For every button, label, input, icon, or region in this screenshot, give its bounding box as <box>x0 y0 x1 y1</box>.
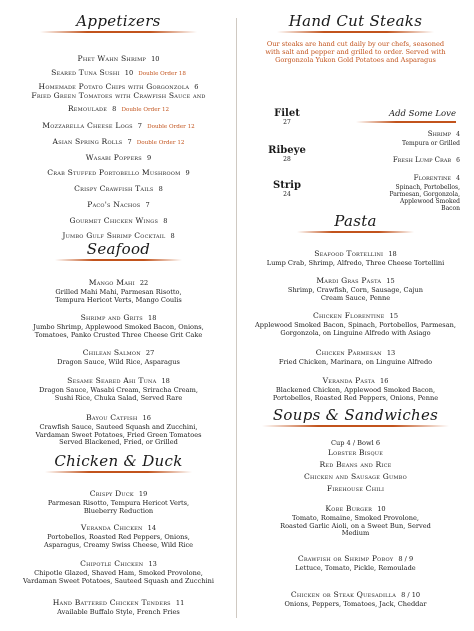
menu-item: Crawfish or Shrimp Poboy 8 / 9 Lettuce, Tomato, Pickle, Remoulade <box>295 554 416 572</box>
menu-item: Jumbo Gulf Shrimp Cocktail 8 <box>62 231 175 240</box>
menu-item: Veranda Chicken 14 Portobellos, Roasted Red Peppers, Onions, Asparagus, Creamy Swiss Cheese, Wild Rice <box>43 523 194 549</box>
menu-item: Chicken Parmesan 13 Fried Chicken, Marinara, on Linguine Alfredo <box>278 348 433 366</box>
heading-swash <box>45 471 192 473</box>
appetizers-heading: Appetizers <box>40 12 197 33</box>
menu-item: Wasabi Poppers 9 <box>85 153 152 162</box>
side-item: Fresh Lump Crab 6 <box>392 156 460 164</box>
menu-item: Crispy Duck 19 Parmesan Risotto, Tempura Hericot Verts, Blueberry Reduction <box>47 489 190 515</box>
menu-item: Fried Green Tomatoes with Crawfish Sauce and Remoulade 8 Double Order 12 <box>31 91 206 113</box>
menu-item: Chicken Florentine 15 Applewood Smoked Bacon, Spinach, Portobellos, Parmesan, Gorgonzola, on Linguine Alfredo with Asiago <box>255 311 456 337</box>
steaks-intro: Our steaks are hand cut daily by our chefs, seasoned with salt and pepper and grilled to order. Served with Gorgonzola Yukon Gold Potatoes and Asparagus <box>265 40 446 64</box>
menu-item: Mango Mahi 22 Grilled Mahi Mahi, Parmesan Risotto, Tempura Hericot Verts, Mango Coulis <box>55 278 182 304</box>
menu-item: Bayou Catfish 16 Crawfish Sauce, Sauteed Squash and Zucchini, Vardaman Sweet Potatoes, Fried Green Tomatoes Served Blackened, Fried, or Grilled <box>35 413 202 447</box>
menu-item: Seafood Tortellini 18 Lump Crab, Shrimp, Alfredo, Three Cheese Tortellini <box>266 249 445 267</box>
soups-sandwiches-heading: Soups & Sandwiches <box>262 406 449 427</box>
heading-swash <box>262 425 449 427</box>
seafood-heading: Seafood <box>55 240 182 261</box>
heading-swash <box>40 31 197 33</box>
menu-item: Chilean Salmon 27 Dragon Sauce, Wild Rice, Asparagus <box>57 348 180 366</box>
chicken-duck-heading: Chicken & Duck <box>45 452 192 473</box>
heading-swash <box>55 259 182 261</box>
menu-item: Paco's Nachos 7 <box>87 200 150 209</box>
menu-item: Shrimp and Grits 18 Jumbo Shrimp, Applewood Smoked Bacon, Onions, Tomatoes, Panko Crusted Three Cheese Grit Cake <box>33 313 204 339</box>
soup-item: Firehouse Chili <box>326 484 385 493</box>
steak-cut: Filet 27 <box>274 108 300 126</box>
side-item: Shrimp 4 Tempura or Grilled <box>401 130 460 147</box>
menu-item: Kobe Burger 10 Tomato, Romaine, Smoked Provolone, Roasted Garlic Aioli, on a Sweet Bun, Served Medium <box>280 504 431 538</box>
pasta-heading: Pasta <box>297 212 414 233</box>
menu-item: Homemade Potato Chips with Gorgonzola 6 <box>38 82 199 91</box>
menu-item: Chicken or Steak Quesadilla 8 / 10 Onions, Peppers, Tomatoes, Jack, Cheddar <box>284 590 427 608</box>
menu-item: Chipotle Chicken 13 Chipotle Glazed, Shaved Ham, Smoked Provolone, Vardaman Sweet Potatoes, Sauteed Squash and Zucchini <box>23 559 214 585</box>
menu-item: Sesame Seared Ahi Tuna 18 Dragon Sauce, Wasabi Cream, Sriracha Cream, Sushi Rice, Chuka Salad, Served Rare <box>39 376 198 402</box>
add-some-love-heading: Add Some Love <box>356 101 456 123</box>
menu-item: Mardi Gras Pasta 15 Shrimp, Crawfish, Corn, Sausage, Cajun Cream Sauce, Penne <box>287 276 424 302</box>
steak-cut: Strip 24 <box>273 180 301 198</box>
soup-item: Red Beans and Rice <box>319 460 392 469</box>
menu-item: Crispy Crawfish Tails 8 <box>74 184 163 193</box>
soup-item: Chicken and Sausage Gumbo <box>304 472 407 481</box>
steak-cut: Ribeye 28 <box>268 145 306 163</box>
soup-item: Lobster Bisque <box>327 448 384 457</box>
side-item: Florentine 4 Spinach, Portobellos, Parmesan, Gorgonzola, Applewood Smoked Bacon <box>389 174 460 212</box>
menu-item: Hand Battered Chicken Tenders 11 Available Buffalo Style, French Fries <box>52 598 185 616</box>
steaks-heading: Hand Cut Steaks <box>277 12 434 33</box>
menu-item: Phet Wahn Shrimp 10 <box>77 54 160 63</box>
cup-bowl-price: Cup 4 / Bowl 6 <box>330 439 381 447</box>
heading-swash <box>277 31 434 33</box>
menu-item: Asian Spring Rolls 7 Double Order 12 <box>52 137 185 146</box>
menu-item: Veranda Pasta 16 Blackened Chicken, Applewood Smoked Bacon, Portobellos, Roasted Red Peppers, Onions, Penne <box>272 376 439 402</box>
heading-swash <box>297 231 414 233</box>
menu-item: Gourmet Chicken Wings 8 <box>69 216 168 225</box>
menu-item: Mozzarella Cheese Logs 7 Double Order 12 <box>42 121 195 130</box>
menu-item: Seared Tuna Sushi 10 Double Order 18 <box>51 68 186 77</box>
menu-item: Crab Stuffed Portobello Mushroom 9 <box>47 168 190 177</box>
